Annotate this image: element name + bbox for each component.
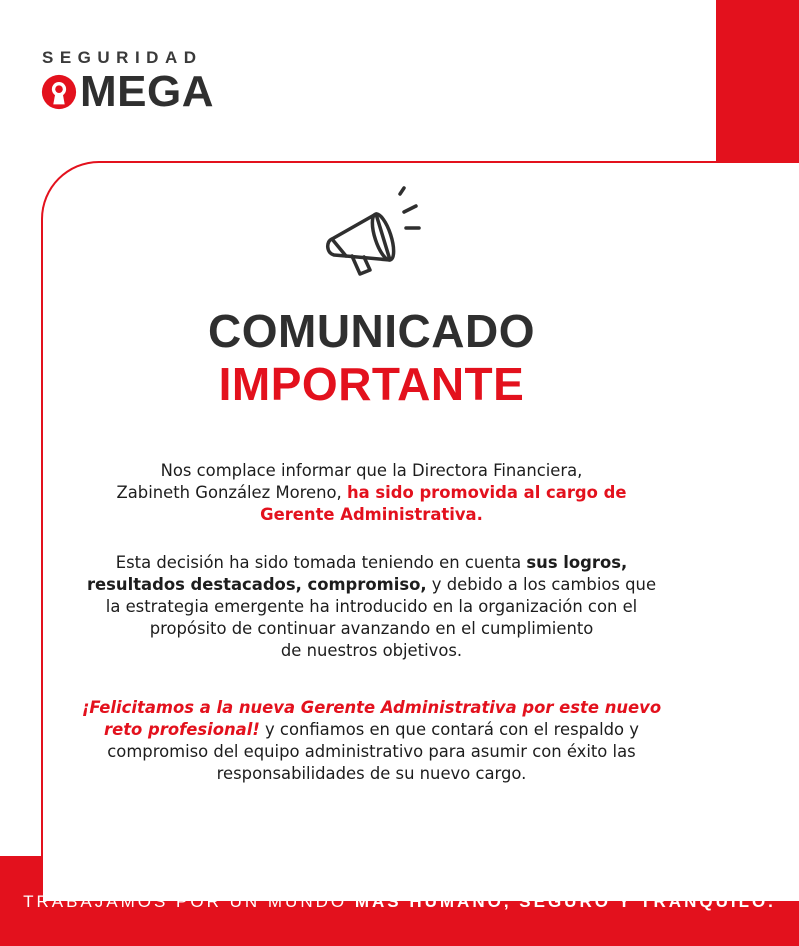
footer-slogan [0,890,799,914]
p3-text-1: y confiamos en que contará con el respaldo y [259,720,639,739]
p2-text-4: propósito de continuar avanzando en el cumplimiento [149,619,594,638]
p3-text-3: responsabilidades de su nuevo cargo. [216,764,527,783]
megaphone-icon [318,184,428,284]
p2-text-3: la estrategia emergente ha introducido en la organización con el [105,597,638,616]
p1-text-2: Zabineth González Moreno, [116,483,347,502]
p1-text-1: Nos complace informar que la Directora Financiera, [160,461,583,480]
title-line-1: COMUNICADO [208,305,535,357]
p2-bold-1: sus logros, [526,553,628,572]
p3-highlight-1: ¡Felicitamos a la nueva Gerente Administrativa por este nuevo [81,698,662,717]
paragraph-announcement [50,460,693,526]
p2-text-5: de nuestros objetivos. [280,641,463,660]
p1-highlight-1: ha sido promovida al cargo de [346,483,627,502]
logo-top-text: SEGURIDAD [42,48,203,67]
p3-text-2: compromiso del equipo administrativo para asumir con éxito las [107,742,636,761]
p2-text-2: y debido a los cambios que [426,575,657,594]
p3-highlight-2: reto profesional! [104,720,260,739]
brand-logo [40,48,214,116]
footer-text: TRABAJAMOS POR UN MUNDO [23,892,355,911]
footer-bold-text: MÁS HUMANO, SEGURO Y TRANQUILO. [354,892,776,911]
p2-bold-2: resultados destacados, compromiso, [86,575,427,594]
logo-brand-text: MEGA [80,67,214,116]
title-line-2: IMPORTANTE [218,358,525,410]
p2-text-1: Esta decisión ha sido tomada teniendo en cuenta [115,553,527,572]
p1-highlight-2: Gerente Administrativa. [260,505,483,524]
omega-keyhole-icon [40,73,78,111]
paragraph-reasons [50,552,693,662]
paragraph-congratulations [50,697,693,785]
